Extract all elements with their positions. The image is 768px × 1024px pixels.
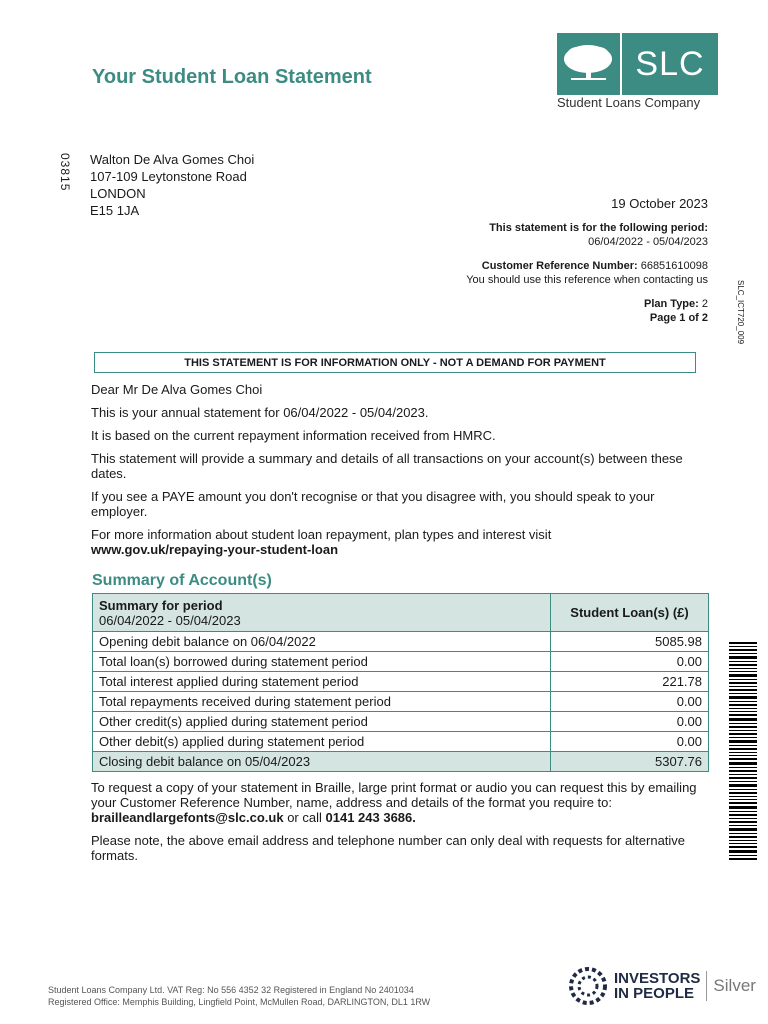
address-line: 107-109 Leytonstone Road	[90, 169, 247, 184]
row-amount: 0.00	[551, 712, 709, 732]
plan-type-label: Plan Type:	[644, 298, 699, 310]
tree-icon	[557, 33, 620, 95]
summary-period-dates: 06/04/2022 - 05/04/2023	[99, 612, 241, 628]
row-amount: 0.00	[551, 652, 709, 672]
side-code: 03815	[58, 153, 72, 192]
table-row	[93, 632, 709, 652]
braille-note: Please note, the above email address and telephone number can only deal with requests for alternative formats.	[91, 833, 686, 863]
braille-paragraph: To request a copy of your statement in Braille, large print format or audio you can request this by emailing your Customer Reference Number, name, address and details of the format you require to:	[91, 780, 697, 810]
summary-period-header	[93, 594, 551, 632]
student-loan-header: Student Loan(s) (£)	[551, 594, 709, 632]
footer	[48, 984, 430, 1008]
table-row	[93, 712, 709, 732]
address-block	[90, 151, 254, 219]
row-amount: 221.78	[551, 672, 709, 692]
or-call-text: or call	[287, 810, 322, 825]
customer-ref-value: 66851610098	[640, 260, 708, 272]
logo-caption: Student Loans Company	[557, 95, 701, 110]
footer-line: Student Loans Company Ltd. VAT Reg: No 556 4352 32 Registered in England No 2401034	[48, 985, 414, 995]
summary-period-title: Summary for period	[99, 597, 223, 613]
closing-balance-row	[93, 752, 709, 772]
iip-level: Silver	[713, 976, 756, 995]
row-amount: 5307.76	[551, 752, 709, 772]
letter-paragraph: It is based on the current repayment information received from HMRC.	[91, 428, 496, 443]
footer-line: Registered Office: Memphis Building, Lingfield Point, McMullen Road, DARLINGTON, DL1 1RW	[48, 997, 431, 1007]
period-label: This statement is for the following period:	[489, 222, 708, 234]
braille-email[interactable]: brailleandlargefonts@slc.co.uk	[91, 810, 284, 825]
row-label: Closing debit balance on 05/04/2023	[93, 752, 551, 772]
row-label: Other credit(s) applied during statement period	[93, 712, 551, 732]
row-label: Total repayments received during statement period	[93, 692, 551, 712]
iip-line: INVESTORS	[614, 970, 701, 987]
customer-ref-label: Customer Reference Number:	[481, 260, 638, 272]
row-label: Total loan(s) borrowed during statement period	[93, 652, 551, 672]
investors-in-people-badge	[568, 966, 756, 1006]
address-line: Walton De Alva Gomes Choi	[90, 152, 255, 167]
table-row	[93, 732, 709, 752]
statement-details	[466, 197, 708, 325]
row-amount: 0.00	[551, 692, 709, 712]
row-label: Other debit(s) applied during statement period	[93, 732, 551, 752]
address-line: E15 1JA	[90, 203, 140, 218]
slc-logo	[557, 33, 718, 95]
row-amount: 0.00	[551, 732, 709, 752]
letter-paragraph: This is your annual statement for 06/04/2022 - 05/04/2023.	[91, 405, 429, 420]
table-row	[93, 652, 709, 672]
sentence-end: .	[412, 810, 416, 825]
period-value: 06/04/2022 - 05/04/2023	[588, 236, 708, 248]
iip-line: IN PEOPLE	[614, 985, 695, 1002]
information-notice: THIS STATEMENT IS FOR INFORMATION ONLY - NOT A DEMAND FOR PAYMENT	[94, 352, 696, 373]
iip-text	[614, 971, 700, 1001]
table-header-row	[93, 594, 709, 632]
barcode	[729, 642, 757, 862]
alternative-formats	[91, 780, 711, 871]
row-amount: 5085.98	[551, 632, 709, 652]
letter-paragraph: For more information about student loan repayment, plan types and interest visit	[91, 527, 552, 542]
letter-body	[91, 382, 711, 557]
statement-date: 19 October 2023	[611, 196, 708, 211]
braille-phone[interactable]: 0141 243 3686	[325, 810, 413, 825]
address-line: LONDON	[90, 186, 146, 201]
page-number: Page 1 of 2	[649, 312, 708, 324]
customer-ref-note: You should use this reference when contacting us	[466, 274, 708, 286]
row-label: Opening debit balance on 06/04/2022	[93, 632, 551, 652]
summary-heading: Summary of Account(s)	[92, 572, 272, 589]
plan-type-value: 2	[701, 298, 708, 310]
statement-title: Your Student Loan Statement	[92, 66, 372, 88]
table-row	[93, 692, 709, 712]
letter-paragraph: If you see a PAYE amount you don't recognise or that you disagree with, you should speak to your employer.	[91, 489, 655, 519]
summary-table	[92, 593, 709, 772]
iip-separator	[706, 971, 707, 1001]
rotated-code: SLC_ICT720_009	[736, 280, 745, 345]
gov-link[interactable]: www.gov.uk/repaying-your-student-loan	[91, 542, 339, 557]
laurel-icon	[568, 966, 608, 1006]
logo-text: SLC	[635, 44, 705, 83]
row-label: Total interest applied during statement period	[93, 672, 551, 692]
letter-paragraph: This statement will provide a summary and details of all transactions on your account(s) between these dates.	[91, 451, 683, 481]
table-row	[93, 672, 709, 692]
greeting: Dear Mr De Alva Gomes Choi	[91, 382, 263, 397]
